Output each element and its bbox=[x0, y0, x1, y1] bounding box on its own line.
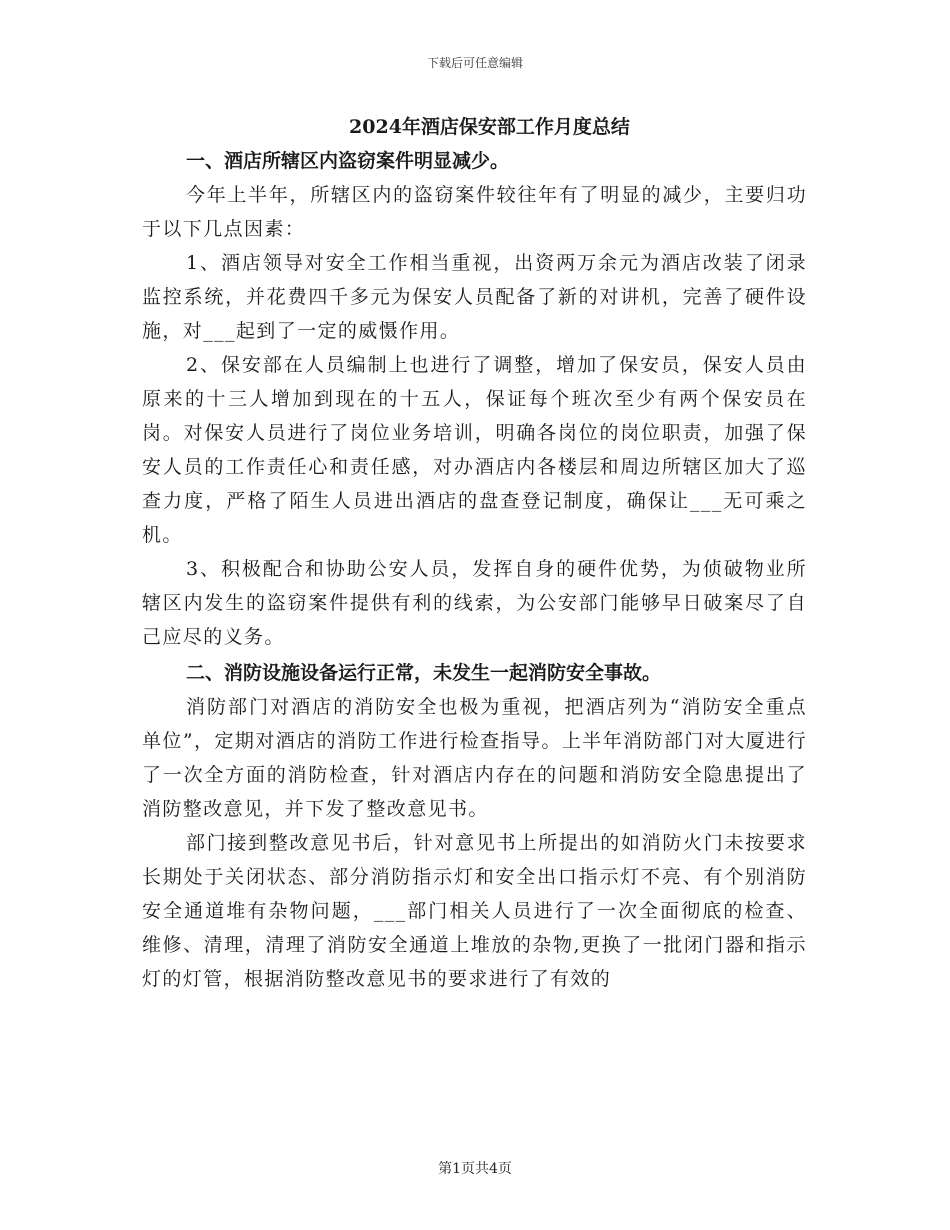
paragraph-item-3: 3、积极配合和协助公安人员，发挥自身的硬件优势，为侦破物业所辖区内发生的盗窃案件提供有利的线索，为公安部门能够早日破案尽了自己应尽的义务。 bbox=[142, 558, 807, 648]
paragraph-fire-1: 消防部门对酒店的消防安全也极为重视，把酒店列为“消防安全重点单位”，定期对酒店的消防工作进行检查指导。上半年消防部门对大厦进行了一次全方面的消防检查，针对酒店内存在的问题和消防安全隐患提出了消防整改意见，并下发了整改意见书。 bbox=[142, 696, 807, 820]
section-heading-2: 二、消防设施设备运行正常，未发生一起消防安全事故。 bbox=[186, 662, 662, 684]
paragraph-fire-2: 部门接到整改意见书后，针对意见书上所提出的如消防火门未按要求长期处于关闭状态、部分消防指示灯和安全出口指示灯不亮、有个别消防安全通道堆有杂物问题，___部门相关人员进行了一次全面彻底的检查、维修、清理，清理了消防安全通道上堆放的杂物,更换了一批闭门器和指示灯的灯管，根据消防整改意见书的要求进行了有效的 bbox=[142, 832, 807, 990]
page-footer: 第1页共4页 bbox=[438, 1161, 512, 1177]
paragraph-item-1: 1、酒店领导对安全工作相当重视，出资两万余元为酒店改装了闭录监控系统，并花费四千多元为保安人员配备了新的对讲机，完善了硬件设施，对___起到了一定的威慑作用。 bbox=[142, 252, 807, 342]
section-heading-1: 一、酒店所辖区内盗窃案件明显减少。 bbox=[186, 150, 510, 172]
page-header: 下载后可任意编辑 bbox=[426, 56, 523, 70]
paragraph-item-2: 2、保安部在人员编制上也进行了调整，增加了保安员，保安人员由原来的十三人增加到现在的十五人，保证每个班次至少有两个保安员在岗。对保安人员进行了岗位业务培训，明确各岗位的岗位职责，加强了保安人员的工作责任心和责任感，对办酒店内各楼层和周边所辖区加大了巡查力度，严格了陌生人员进出酒店的盘查登记制度，确保让___无可乘之机。 bbox=[142, 354, 807, 546]
document-title: 2024年酒店保安部工作月度总结 bbox=[349, 116, 630, 138]
document-body bbox=[142, 110, 807, 996]
paragraph-intro: 今年上半年，所辖区内的盗窃案件较往年有了明显的减少，主要归功于以下几点因素： bbox=[142, 184, 807, 240]
